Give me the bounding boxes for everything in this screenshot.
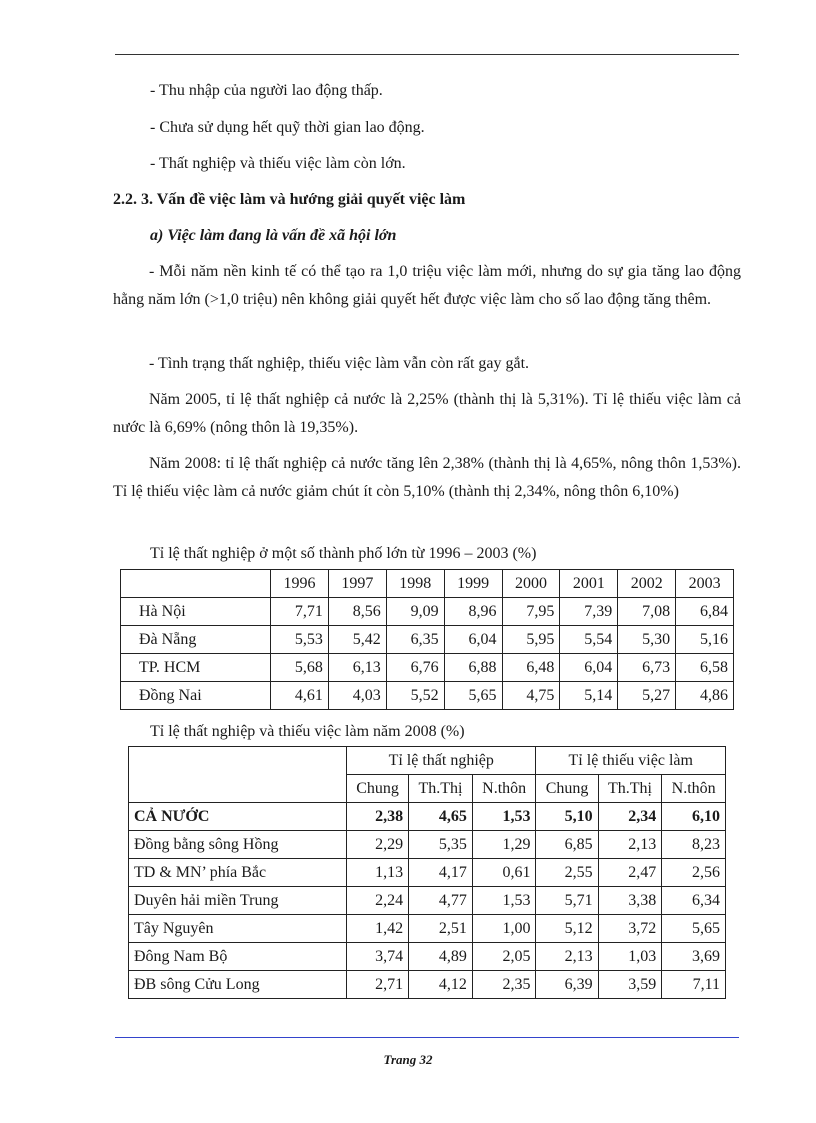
cell: 5,52: [386, 682, 444, 710]
subheader: Th.Thị: [409, 775, 473, 803]
table-row: [129, 831, 726, 859]
cell: 3,59: [598, 971, 662, 999]
subheader: N.thôn: [472, 775, 536, 803]
table-row: [129, 887, 726, 915]
bullet-income: - Thu nhập của người lao động thấp.: [150, 82, 383, 99]
subheading: a) Việc làm đang là vấn đề xã hội lớn: [150, 227, 397, 244]
cell: 4,89: [409, 943, 473, 971]
cell: 2,38: [347, 803, 409, 831]
cell: 5,71: [536, 887, 598, 915]
cell: 1,53: [472, 803, 536, 831]
cell: 9,09: [386, 598, 444, 626]
section-heading: 2.2. 3. Vấn đề việc làm và hướng giải quyết việc làm: [113, 191, 466, 208]
cell: 1,53: [472, 887, 536, 915]
cell: 6,84: [676, 598, 734, 626]
subheader: N.thôn: [662, 775, 726, 803]
cell: 6,58: [676, 654, 734, 682]
cell: 2,51: [409, 915, 473, 943]
cell: 1,00: [472, 915, 536, 943]
cell: 1,29: [472, 831, 536, 859]
cell: 6,35: [386, 626, 444, 654]
cell: 5,16: [676, 626, 734, 654]
cell: 5,95: [502, 626, 560, 654]
cell: 7,08: [618, 598, 676, 626]
table-row-total: [129, 803, 726, 831]
cell: 5,10: [536, 803, 598, 831]
cell: 6,04: [444, 626, 502, 654]
table1-caption: Tỉ lệ thất nghiệp ở một số thành phố lớn từ 1996 – 2003 (%): [150, 545, 537, 562]
table-row: [121, 598, 734, 626]
table-header-row: [121, 570, 734, 598]
cell: 5,54: [560, 626, 618, 654]
paragraph-jobs-created: - Mỗi năm nền kinh tế có thể tạo ra 1,0 triệu việc làm mới, nhưng do sự gia tăng lao động hằng năm lớn (>1,0 triệu) nên không giải quyết hết được việc làm cho số lao động tăng thêm.: [113, 263, 741, 308]
cell: 1,03: [598, 943, 662, 971]
cell: 4,65: [409, 803, 473, 831]
cell: 5,14: [560, 682, 618, 710]
cell: 4,12: [409, 971, 473, 999]
cell: 6,39: [536, 971, 598, 999]
cell: 4,75: [502, 682, 560, 710]
cell: 1,42: [347, 915, 409, 943]
cell: 5,65: [662, 915, 726, 943]
table-row: [129, 943, 726, 971]
group-header-unemployment: Tỉ lệ thất nghiệp: [347, 747, 536, 775]
cell: 6,76: [386, 654, 444, 682]
row-label: ĐB sông Cửu Long: [129, 971, 347, 999]
cell: 3,69: [662, 943, 726, 971]
cell: 2,05: [472, 943, 536, 971]
year-header: 2001: [560, 570, 618, 598]
table-row: [129, 971, 726, 999]
cell: 3,72: [598, 915, 662, 943]
cell: 6,34: [662, 887, 726, 915]
cell: 5,65: [444, 682, 502, 710]
cell: 4,61: [271, 682, 329, 710]
cell: 4,86: [676, 682, 734, 710]
cell: 5,30: [618, 626, 676, 654]
row-label: TP. HCM: [121, 654, 271, 682]
table-unemployment-2008: [128, 746, 726, 999]
year-header: 1998: [386, 570, 444, 598]
bullet-labor-time: - Chưa sử dụng hết quỹ thời gian lao động.: [150, 119, 425, 136]
subheader: Th.Thị: [598, 775, 662, 803]
cell: 7,11: [662, 971, 726, 999]
row-label: Đông Nam Bộ: [129, 943, 347, 971]
page-number: Trang 32: [383, 1052, 433, 1067]
cell: 8,96: [444, 598, 502, 626]
row-label: TD & MN’ phía Bắc: [129, 859, 347, 887]
paragraph-2005: Năm 2005, tỉ lệ thất nghiệp cả nước là 2,25% (thành thị là 5,31%). Tỉ lệ thiếu việc làm cả nước là 6,69% (nông thôn là 19,35%).: [113, 391, 741, 436]
cell: 2,34: [598, 803, 662, 831]
cell: 2,56: [662, 859, 726, 887]
row-label: Hà Nội: [121, 598, 271, 626]
cell: 2,35: [472, 971, 536, 999]
table2-caption: Tỉ lệ thất nghiệp và thiếu việc làm năm 2008 (%): [150, 723, 465, 740]
year-header: 1999: [444, 570, 502, 598]
row-label: Duyên hải miền Trung: [129, 887, 347, 915]
cell: 6,04: [560, 654, 618, 682]
cell: 5,12: [536, 915, 598, 943]
cell: 2,29: [347, 831, 409, 859]
header-rule: [115, 54, 739, 55]
footer-rule: [115, 1037, 739, 1038]
cell: 6,10: [662, 803, 726, 831]
year-header: 2000: [502, 570, 560, 598]
table-row: [129, 859, 726, 887]
cell: 5,68: [271, 654, 329, 682]
cell: 4,77: [409, 887, 473, 915]
paragraph-situation: - Tình trạng thất nghiệp, thiếu việc làm vẫn còn rất gay gắt.: [149, 355, 530, 372]
row-label: CẢ NƯỚC: [129, 803, 347, 831]
cell: 5,27: [618, 682, 676, 710]
cell: 5,42: [328, 626, 386, 654]
table-row: [121, 626, 734, 654]
cell: 4,03: [328, 682, 386, 710]
table-city-unemployment: [120, 569, 734, 710]
cell: 5,35: [409, 831, 473, 859]
cell: 6,48: [502, 654, 560, 682]
table-row: [121, 682, 734, 710]
table-row: [129, 915, 726, 943]
cell: 2,47: [598, 859, 662, 887]
year-header: 2002: [618, 570, 676, 598]
cell: 5,53: [271, 626, 329, 654]
row-label: Đồng Nai: [121, 682, 271, 710]
cell: 6,88: [444, 654, 502, 682]
cell: 3,74: [347, 943, 409, 971]
row-label: Đà Nẵng: [121, 626, 271, 654]
cell: 1,13: [347, 859, 409, 887]
cell: 3,38: [598, 887, 662, 915]
bullet-unemployment: - Thất nghiệp và thiếu việc làm còn lớn.: [150, 155, 406, 172]
row-label: Tây Nguyên: [129, 915, 347, 943]
year-header: 2003: [676, 570, 734, 598]
table-row: [121, 654, 734, 682]
subheader: Chung: [536, 775, 598, 803]
year-header: 1996: [271, 570, 329, 598]
cell: 8,56: [328, 598, 386, 626]
cell: 6,73: [618, 654, 676, 682]
row-label: Đồng bằng sông Hồng: [129, 831, 347, 859]
cell: 2,55: [536, 859, 598, 887]
cell: 7,39: [560, 598, 618, 626]
subheader: Chung: [347, 775, 409, 803]
cell: 2,71: [347, 971, 409, 999]
cell: 0,61: [472, 859, 536, 887]
cell: 7,95: [502, 598, 560, 626]
table-group-header-row: [129, 747, 726, 775]
cell: 4,17: [409, 859, 473, 887]
cell: 2,13: [536, 943, 598, 971]
cell: 6,85: [536, 831, 598, 859]
year-header: 1997: [328, 570, 386, 598]
cell: 8,23: [662, 831, 726, 859]
cell: 7,71: [271, 598, 329, 626]
cell: 2,13: [598, 831, 662, 859]
cell: 6,13: [328, 654, 386, 682]
group-header-underemployment: Tỉ lệ thiếu việc làm: [536, 747, 726, 775]
cell: 2,24: [347, 887, 409, 915]
paragraph-2008: Năm 2008: tỉ lệ thất nghiệp cả nước tăng lên 2,38% (thành thị là 4,65%, nông thôn 1,53%). Tỉ lệ thiếu việc làm cả nước giảm chút ít còn 5,10% (thành thị 2,34%, nông thôn 6,10%): [113, 455, 741, 500]
